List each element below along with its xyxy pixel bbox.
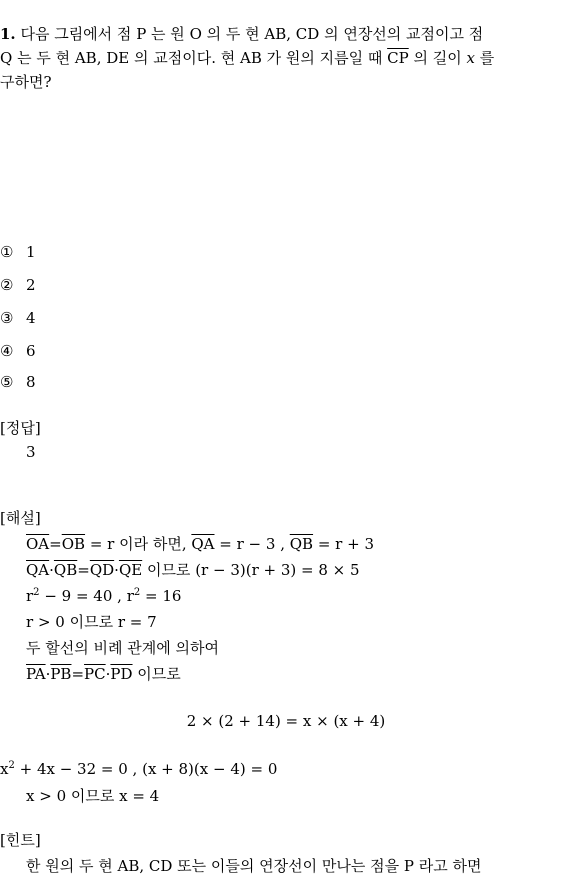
answer-heading: [정답] (0, 419, 41, 437)
solution-text: − 9 = 40 , r (39, 587, 134, 605)
dot: · (114, 561, 119, 579)
choice-mark: ⑤ (0, 373, 14, 391)
segment-cp: $\overline{CP}$ (387, 49, 409, 67)
solution-line-5: 두 할선의 비례 관계에 의하여 (26, 639, 219, 657)
question-text-1: 다음 그림에서 점 P 는 원 O 의 두 현 AB, CD 의 연장선의 교점이고 점 (20, 25, 484, 43)
superscript: 2 (33, 587, 40, 598)
solution-text: = 16 (140, 587, 182, 605)
question-line-3 (0, 72, 52, 92)
choice-1[interactable] (0, 242, 36, 262)
choice-mark: ① (0, 243, 14, 261)
solution-line-1 (26, 534, 374, 554)
segment-pb: $\overline{PB}$ (50, 665, 72, 683)
choice-mark: ② (0, 276, 14, 294)
solution-line-3 (26, 586, 181, 606)
solution-line-8 (0, 759, 277, 779)
segment-pc: $\overline{PC}$ (84, 665, 106, 683)
question-text-2c: 를 (479, 49, 495, 67)
choice-mark: ④ (0, 342, 14, 360)
segment-qe: $\overline{QE}$ (118, 561, 143, 579)
solution-line-6 (26, 664, 181, 684)
segment-pd: $\overline{PD}$ (110, 665, 133, 683)
equals: = (71, 665, 85, 683)
question-text-2b: 의 길이 (413, 49, 462, 67)
segment-oa: $\overline{OA}$ (26, 535, 50, 553)
variable-x: x (466, 49, 475, 67)
solution-text: = r 이라 하면, (85, 535, 192, 553)
question-line-1 (0, 24, 483, 44)
hint-heading: [힌트] (0, 831, 41, 849)
choice-value: 8 (26, 373, 36, 391)
solution-line-4: r > 0 이므로 r = 7 (26, 613, 157, 631)
solution-text: x (0, 760, 9, 778)
choice-2[interactable] (0, 275, 36, 295)
segment-qa: $\overline{QA}$ (26, 561, 50, 579)
segment-qd: $\overline{QD}$ (89, 561, 115, 579)
choice-value: 4 (26, 309, 36, 327)
solution-text: = r + 3 (313, 535, 374, 553)
solution-line-2 (26, 560, 360, 580)
question-number: 1. (0, 25, 16, 43)
solution-display-equation: 2 × (2 + 14) = x × (x + 4) (186, 712, 386, 730)
hint-text: 한 원의 두 현 AB, CD 또는 이들의 연장선이 만나는 점을 P 라고 하면 (26, 857, 482, 875)
equals: = (49, 535, 62, 553)
solution-line-9: x > 0 이므로 x = 4 (26, 787, 160, 805)
choice-5[interactable] (0, 372, 36, 392)
solution-text: + 4x − 32 = 0 , (x + 8)(x − 4) = 0 (14, 760, 278, 778)
choice-value: 2 (26, 276, 36, 294)
choice-value: 6 (26, 342, 36, 360)
segment-pa: $\overline{PA}$ (26, 665, 46, 683)
question-line-2 (0, 48, 494, 68)
choice-3[interactable] (0, 308, 36, 328)
question-text-3: 구하면? (0, 73, 52, 91)
solution-text: 이므로 (132, 665, 181, 683)
segment-ob: $\overline{OB}$ (61, 535, 86, 553)
question-text-2a: Q 는 두 현 AB, DE 의 교점이다. 현 AB 가 원의 지름일 때 (0, 49, 383, 67)
dot: · (105, 665, 111, 683)
figure-placeholder (0, 95, 572, 230)
superscript: 2 (133, 587, 141, 598)
dot: · (45, 665, 51, 683)
answer-value: 3 (26, 443, 36, 461)
dot: · (49, 561, 54, 579)
equals: = (77, 561, 90, 579)
solution-text: = r − 3 , (214, 535, 290, 553)
segment-qa: $\overline{QA}$ (191, 535, 215, 553)
superscript: 2 (8, 760, 15, 771)
choice-4[interactable] (0, 341, 36, 361)
choice-value: 1 (26, 243, 36, 261)
solution-heading: [해설] (0, 509, 41, 527)
choice-mark: ③ (0, 309, 14, 327)
solution-text: r (26, 587, 34, 605)
segment-qb: $\overline{QB}$ (289, 535, 314, 553)
segment-qb: $\overline{QB}$ (53, 561, 78, 579)
solution-text: 이므로 (r − 3)(r + 3) = 8 × 5 (142, 561, 360, 579)
